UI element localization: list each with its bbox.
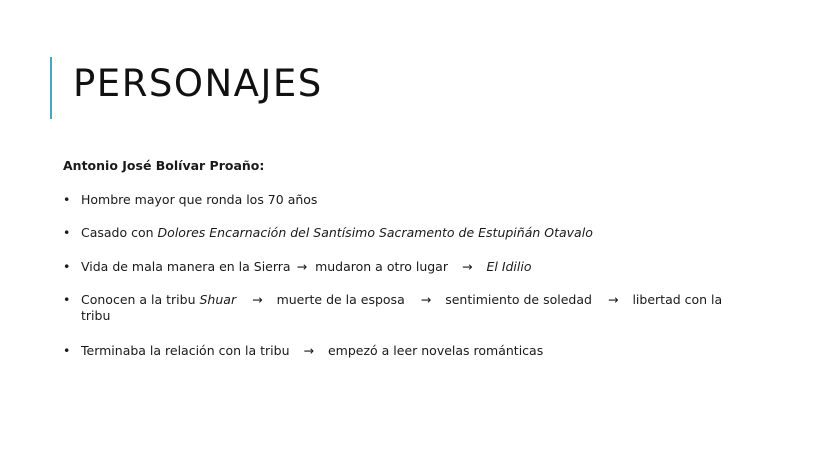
bullet-item: [63, 259, 743, 275]
arrow-right-icon: →: [607, 292, 619, 307]
slide-title: PERSONAJES: [73, 62, 323, 105]
character-name: Antonio José Bolívar Proaño:: [63, 158, 265, 173]
bullet-icon: •: [63, 343, 71, 358]
arrow-right-icon: →: [461, 259, 473, 274]
arrow-right-icon: →: [420, 292, 432, 307]
arrow-right-icon: →: [296, 259, 308, 274]
bullet-icon: •: [63, 292, 71, 307]
bullet-icon: •: [63, 259, 71, 274]
bullet-icon: •: [63, 192, 71, 207]
bullet-text: Hombre mayor que ronda los 70 años: [81, 192, 318, 207]
bullet-item: [63, 343, 743, 359]
bullet-item: [63, 292, 743, 324]
bullet-item: [63, 225, 743, 241]
bullet-text: Vida de mala manera en la Sierra → mudaron a otro lugar → El Idilio: [81, 259, 532, 274]
title-accent-bar: [50, 57, 52, 119]
bullet-icon: •: [63, 225, 71, 240]
bullet-text: Casado con Dolores Encarnación del Santísimo Sacramento de Estupiñán Otavalo: [81, 225, 593, 240]
arrow-right-icon: →: [303, 343, 314, 358]
bullet-text: Conocen a la tribu Shuar → muerte de la esposa → sentimiento de soledad → libertad con la tribu: [81, 292, 723, 323]
arrow-right-icon: →: [252, 292, 263, 307]
bullet-text: Terminaba la relación con la tribu → empezó a leer novelas románticas: [81, 343, 544, 358]
bullet-item: [63, 192, 743, 208]
